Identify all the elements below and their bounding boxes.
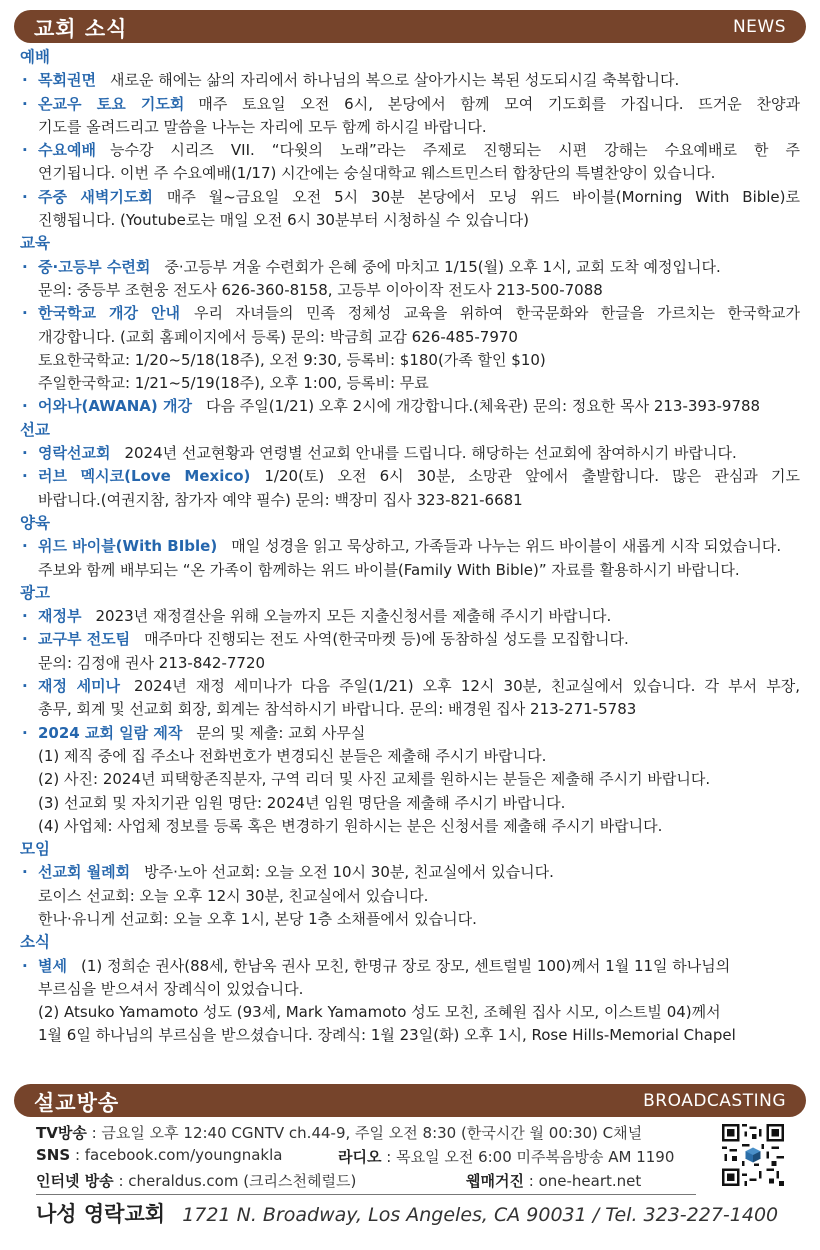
bullet-icon: · (22, 537, 28, 556)
item-line (38, 605, 800, 628)
radio-value: : 목요일 오전 6:00 미주복음방송 AM 1190 (386, 1148, 675, 1166)
item-line (38, 745, 800, 768)
bullet-icon: · (22, 863, 28, 882)
item-line (38, 628, 800, 651)
item-text: 한나·유니게 선교회: 오늘 오후 1시, 본당 1층 소채플에서 있습니다. (38, 909, 477, 928)
item-line (38, 139, 800, 162)
item-text: (1) 정희순 권사(88세, 한남옥 권사 모친, 한명규 장로 장모, 센트럴빌 100)께서 1월 11일 하나님의 (80, 956, 731, 975)
category-heading: 소식 (20, 933, 50, 952)
bullet-icon: · (22, 444, 28, 463)
category-heading: 교육 (20, 234, 50, 253)
item-line (38, 885, 800, 908)
item-text: 방주·노아 선교회: 오늘 오전 10시 30분, 친교실에서 있습니다. (144, 863, 554, 882)
sns-row (36, 1146, 282, 1164)
item-text: 매주마다 진행되는 전도 사역(한국마켓 등)에 동참하실 성도를 모집합니다. (144, 630, 629, 649)
news-item (20, 535, 800, 582)
item-line (38, 978, 800, 1001)
item-title: 어와나(AWANA) 개강 (38, 397, 192, 416)
item-text: 2024년 선교현황과 연령별 선교회 안내를 드립니다. 해당하는 선교회에 참여하시기 바랍니다. (124, 444, 737, 463)
item-line (38, 442, 800, 465)
item-line (38, 559, 800, 582)
bullet-icon: · (22, 187, 28, 206)
item-line (38, 256, 800, 279)
item-text: 우리 자녀들의 민족 정체성 교육을 위하여 한국문화와 한글을 가르치는 한국학교가 (194, 304, 800, 323)
item-text: 주보와 함께 배부되는 “온 가족이 함께하는 위드 바이블(Family With Bible)” 자료를 활용하시기 바랍니다. (38, 560, 740, 579)
tv-broadcast-row (36, 1122, 642, 1143)
item-title: 러브 멕시코(Love Mexico) (38, 467, 251, 486)
item-line (38, 326, 800, 349)
category-heading: 선교 (20, 420, 50, 439)
item-line (38, 535, 800, 558)
item-text: (4) 사업체: 사업체 정보를 등록 혹은 변경하기 원하시는 분은 신청서를 제출해 주시기 바랍니다. (38, 816, 663, 835)
sns-value[interactable]: : facebook.com/youngnakla (74, 1146, 283, 1164)
item-text: 새로운 해에는 삶의 자리에서 하나님의 복으로 살아가시는 복된 성도되시길 축복합니다. (109, 71, 680, 90)
item-text: 진행됩니다. (Youtube로는 매일 오전 6시 30분부터 시청하실 수 있습니다) (38, 211, 530, 230)
item-title: 주중 새벽기도회 (38, 187, 153, 206)
item-line (38, 675, 800, 698)
item-line (38, 768, 800, 791)
news-item (20, 186, 800, 233)
internet-row (36, 1170, 356, 1191)
internet-value[interactable]: : cheraldus.com (크리스천헤럴드) (118, 1172, 357, 1190)
item-line (38, 279, 800, 302)
news-item (20, 465, 800, 512)
item-line (38, 395, 800, 418)
item-line (38, 186, 800, 209)
item-text: 바랍니다.(여권지참, 참가자 예약 필수) 문의: 백장미 집사 323-821-6681 (38, 490, 523, 509)
bullet-icon: · (22, 677, 28, 696)
item-line (38, 955, 800, 978)
bullet-icon: · (22, 141, 28, 160)
item-line (38, 93, 800, 116)
item-title: 목회권면 (38, 71, 96, 90)
news-item (20, 69, 800, 92)
item-line (38, 722, 800, 745)
news-item (20, 861, 800, 931)
news-item (20, 93, 800, 140)
item-text: 개강합니다. (교회 홈페이지에서 등록) 문의: 박금희 교감 626-485-7970 (38, 327, 518, 346)
item-text: 로이스 선교회: 오늘 오후 12시 30분, 친교실에서 있습니다. (38, 886, 429, 905)
bullet-icon: · (22, 723, 28, 742)
news-body (20, 46, 800, 1048)
sns-label: SNS (36, 1146, 71, 1164)
webzine-label: 웹매거진 (466, 1172, 524, 1190)
footer-divider (36, 1194, 696, 1195)
item-line (38, 372, 800, 395)
bullet-icon: · (22, 71, 28, 90)
item-text: 문의: 중등부 조현웅 전도사 626-360-8158, 고등부 이아이작 전도사 213-500-7088 (38, 280, 603, 299)
item-line (38, 69, 800, 92)
item-line (38, 162, 800, 185)
item-line (38, 908, 800, 931)
news-item (20, 302, 800, 395)
item-text: 매일 성경을 읽고 묵상하고, 가족들과 나누는 위드 바이블이 새롭게 시작 되었습니다. (231, 537, 782, 556)
item-line (38, 815, 800, 838)
church-address: 1721 N. Broadway, Los Angeles, CA 90031 / Tel. 323-227-1400 (182, 1204, 779, 1226)
bullet-icon: · (22, 467, 28, 486)
item-text: 문의: 김정애 권사 213-842-7720 (38, 653, 266, 672)
item-text: 1월 6일 하나님의 부르심을 받으셨습니다. 장례식: 1월 23일(화) 오후 1시, Rose Hills-Memorial Chapel (38, 1026, 736, 1045)
radio-row (338, 1146, 674, 1167)
item-text: (2) Atsuko Yamamoto 성도 (93세, Mark Yamamoto 성도 모친, 조혜원 집사 시모, 이스트빌 04)께서 (38, 1003, 721, 1022)
news-item (20, 722, 800, 838)
item-text: (1) 제직 중에 집 주소나 전화번호가 변경되신 분들은 제출해 주시기 바랍니다. (38, 746, 547, 765)
broadcast-banner (14, 1084, 806, 1117)
item-title: 선교회 월례회 (38, 863, 131, 882)
news-subtitle: NEWS (732, 17, 786, 37)
item-title: 위드 바이블(With BIble) (38, 537, 218, 556)
broadcast-title: 설교방송 (34, 1091, 120, 1115)
item-text: 총무, 회계 및 선교회 회장, 회계는 참석하시기 바랍니다. 문의: 배경원 집사 213-271-5783 (38, 700, 637, 719)
qr-code-icon[interactable] (722, 1124, 784, 1186)
radio-label: 라디오 (338, 1148, 382, 1166)
category-heading: 모임 (20, 840, 50, 859)
item-title: 온교우 토요 기도회 (38, 94, 185, 113)
item-text: 다음 주일(1/21) 오후 2시에 개강합니다.(체육관) 문의: 정요한 목사 213-393-9788 (205, 397, 761, 416)
item-text: 매주 토요일 오전 6시, 본당에서 함께 모여 기도회를 가집니다. 뜨거운 찬양과 (198, 94, 800, 113)
item-title: 재정부 (38, 607, 82, 626)
item-line (38, 698, 800, 721)
item-line (38, 1001, 800, 1024)
news-item (20, 605, 800, 628)
item-text: 1/20(토) 오전 6시 30분, 소망관 앞에서 출발합니다. 많은 관심과 기도 (264, 467, 800, 486)
webzine-row (466, 1170, 641, 1191)
item-text: (3) 선교회 및 자치기관 임원 명단: 2024년 임원 명단을 제출해 주시기 바랍니다. (38, 793, 566, 812)
item-text: 매주 월~금요일 오전 5시 30분 본당에서 모닝 위드 바이블(Morning With Bible)로 (166, 187, 800, 206)
news-item (20, 139, 800, 186)
category-heading: 양육 (20, 513, 50, 532)
item-text: 문의 및 제출: 교회 사무실 (196, 723, 366, 742)
item-line (38, 209, 800, 232)
item-text: 능수강 시리즈 VII. “다윗의 노래”라는 주제로 진행되는 시편 강해는 수요예배로 한 주 (109, 141, 800, 160)
bullet-icon: · (22, 630, 28, 649)
item-text: 2024년 재정 세미나가 다음 주일(1/21) 오후 12시 30분, 친교실에서 있습니다. 각 부서 부장, (134, 677, 800, 696)
item-title: 한국학교 개강 안내 (38, 304, 181, 323)
bullet-icon: · (22, 257, 28, 276)
item-text: (2) 사진: 2024년 피택항존직분자, 구역 리더 및 사진 교체를 원하시는 분들은 제출해 주시기 바랍니다. (38, 770, 711, 789)
item-line (38, 116, 800, 139)
bullet-icon: · (22, 607, 28, 626)
item-title: 재정 세미나 (38, 677, 121, 696)
news-item (20, 395, 800, 418)
news-item (20, 955, 800, 1048)
item-title: 별세 (38, 956, 67, 975)
item-line (38, 652, 800, 675)
item-title: 2024 교회 일람 제작 (38, 723, 183, 742)
item-line (38, 302, 800, 325)
item-title: 중·고등부 수련회 (38, 257, 151, 276)
bullet-icon: · (22, 397, 28, 416)
item-text: 연기됩니다. 이번 주 수요예배(1/17) 시간에는 숭실대학교 웨스트민스터 합창단의 특별찬양이 있습니다. (38, 164, 716, 183)
news-item (20, 256, 800, 303)
category-heading: 예배 (20, 48, 50, 66)
news-banner (14, 10, 806, 43)
footer (36, 1198, 778, 1228)
bullet-icon: · (22, 94, 28, 113)
broadcast-subtitle: BROADCASTING (643, 1091, 786, 1111)
item-line (38, 465, 800, 488)
item-text: 기도를 올려드리고 말씀을 나누는 자리에 모두 함께 하시길 바랍니다. (38, 117, 487, 136)
church-name: 나성 영락교회 (36, 1202, 166, 1226)
item-line (38, 489, 800, 512)
item-title: 교구부 전도팀 (38, 630, 131, 649)
tv-label: TV방송 (36, 1124, 87, 1142)
item-title: 영락선교회 (38, 444, 111, 463)
item-text: 2023년 재정결산을 위해 오늘까지 모든 지출신청서를 제출해 주시기 바랍니다. (95, 607, 612, 626)
news-item (20, 628, 800, 675)
news-title: 교회 소식 (34, 17, 128, 41)
item-line (38, 349, 800, 372)
item-line (38, 792, 800, 815)
news-item (20, 442, 800, 465)
tv-value: : 금요일 오후 12:40 CGNTV ch.44-9, 주일 오전 8:30 (한국시간 월 00:30) C채널 (91, 1124, 643, 1142)
item-line (38, 1024, 800, 1047)
item-text: 부르심을 받으셔서 장례식이 있었습니다. (38, 979, 304, 998)
news-item (20, 675, 800, 722)
category-heading: 광고 (20, 583, 50, 602)
bullet-icon: · (22, 956, 28, 975)
webzine-value[interactable]: : one-heart.net (528, 1172, 642, 1190)
item-title: 수요예배 (38, 141, 96, 160)
item-text: 토요한국학교: 1/20~5/18(18주), 오전 9:30, 등록비: $180(가족 할인 $10) (38, 350, 546, 369)
item-text: 주일한국학교: 1/21~5/19(18주), 오후 1:00, 등록비: 무료 (38, 374, 429, 393)
bullet-icon: · (22, 304, 28, 323)
item-text: 중·고등부 겨울 수련회가 은혜 중에 마치고 1/15(월) 오후 1시, 교회 도착 예정입니다. (164, 257, 721, 276)
internet-label: 인터넷 방송 (36, 1172, 114, 1190)
item-line (38, 861, 800, 884)
